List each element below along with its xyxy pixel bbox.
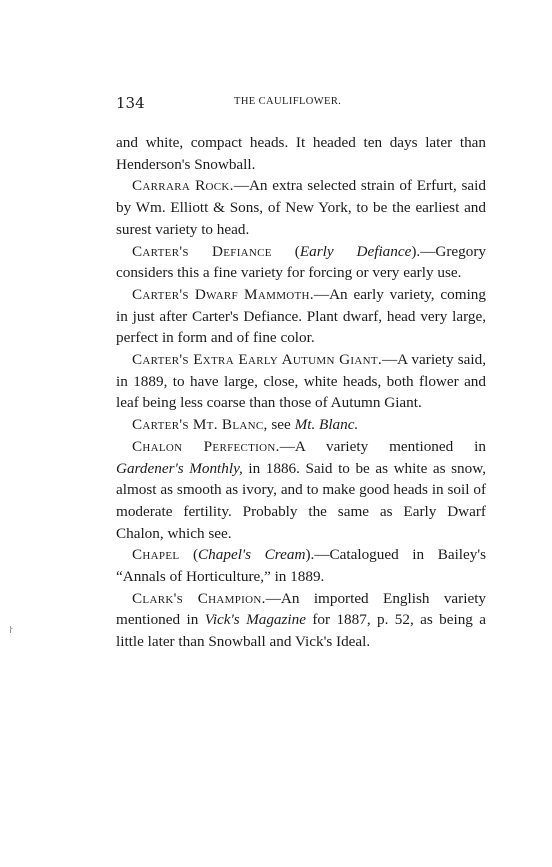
entry-name: Chapel [132, 546, 180, 564]
entry-carters-defiance [116, 241, 486, 284]
entry-name: Carter's Defiance [132, 242, 272, 260]
entry-see-text: see [267, 416, 295, 434]
entry-chalon-perfection [116, 436, 486, 545]
entry-body-italic: Vick's Magazine [204, 611, 306, 629]
entry-body: —A variety said, in 1889, to have large, close, white heads, both flower and leaf being less coarse than those of Autumn Giant. [116, 351, 486, 412]
entry-body: —An early variety, coming in just after Carter's Defiance. Plant dwarf, head very large, perfect in form and of fine color. [116, 285, 486, 347]
entry-carrara-rock [116, 175, 486, 240]
running-title: THE CAULIFLOWER. [234, 96, 342, 107]
entry-aside-italic: Chapel's Cream [198, 546, 306, 564]
entry-aside-open: ( [179, 546, 199, 564]
entry-name: Clark's Champion. [132, 589, 266, 607]
entry-aside-close: ). [411, 242, 421, 260]
entry-name: Carter's Mt. Blanc, [132, 416, 268, 434]
entry-carters-dwarf-mammoth [116, 284, 486, 349]
entry-body-b: for 1887, p. 52, as being a little later than Snowball and Vick's Ideal. [116, 611, 487, 651]
entry-body-italic: Gardener's Monthly, [116, 459, 243, 477]
entry-clarks-champion [116, 588, 486, 653]
page-number: 134 [116, 94, 145, 112]
entry-see-italic: Mt. Blanc. [294, 416, 359, 434]
entry-carters-mt-blanc [116, 414, 486, 436]
entry-name: Carter's Dwarf Mammoth. [132, 285, 314, 303]
entry-aside-italic: Early Defiance [299, 242, 412, 260]
body-text [116, 132, 486, 653]
entry-carters-extra-early-autumn-giant [116, 349, 486, 414]
continuation-paragraph: and white, compact heads. It headed ten days later than Henderson's Snowball. [116, 134, 486, 173]
entry-name: Carter's Extra Early Autumn Giant. [132, 351, 382, 369]
entry-name: Carrara Rock. [132, 177, 234, 195]
entry-body: —Gregory considers this a fine variety for forcing or very early use. [116, 242, 486, 282]
running-head [116, 94, 486, 114]
entry-chapel [116, 544, 486, 587]
entry-body-a: —An imported English variety mentioned in [116, 589, 487, 629]
entry-body-b: in 1886. Said to be as white as snow, almost as smooth as ivory, and to make good heads in soil of moderate fertility. Probably the same as Early Dwarf Chalon, which see. [116, 459, 486, 542]
entry-aside-open: ( [271, 242, 300, 260]
entry-body-a: —A variety mentioned in [279, 437, 486, 455]
margin-ink-mark: ⸷ [9, 626, 13, 636]
entry-name: Chalon Perfection. [132, 437, 280, 455]
entry-body: —An extra selected strain of Erfurt, said by Wm. Elliott & Sons, of New York, to be the earliest and surest variety to head. [116, 177, 486, 238]
entry-aside-close: ). [305, 546, 315, 564]
entry-body: —Catalogued in Bailey's “Annals of Horticulture,” in 1889. [116, 546, 486, 586]
